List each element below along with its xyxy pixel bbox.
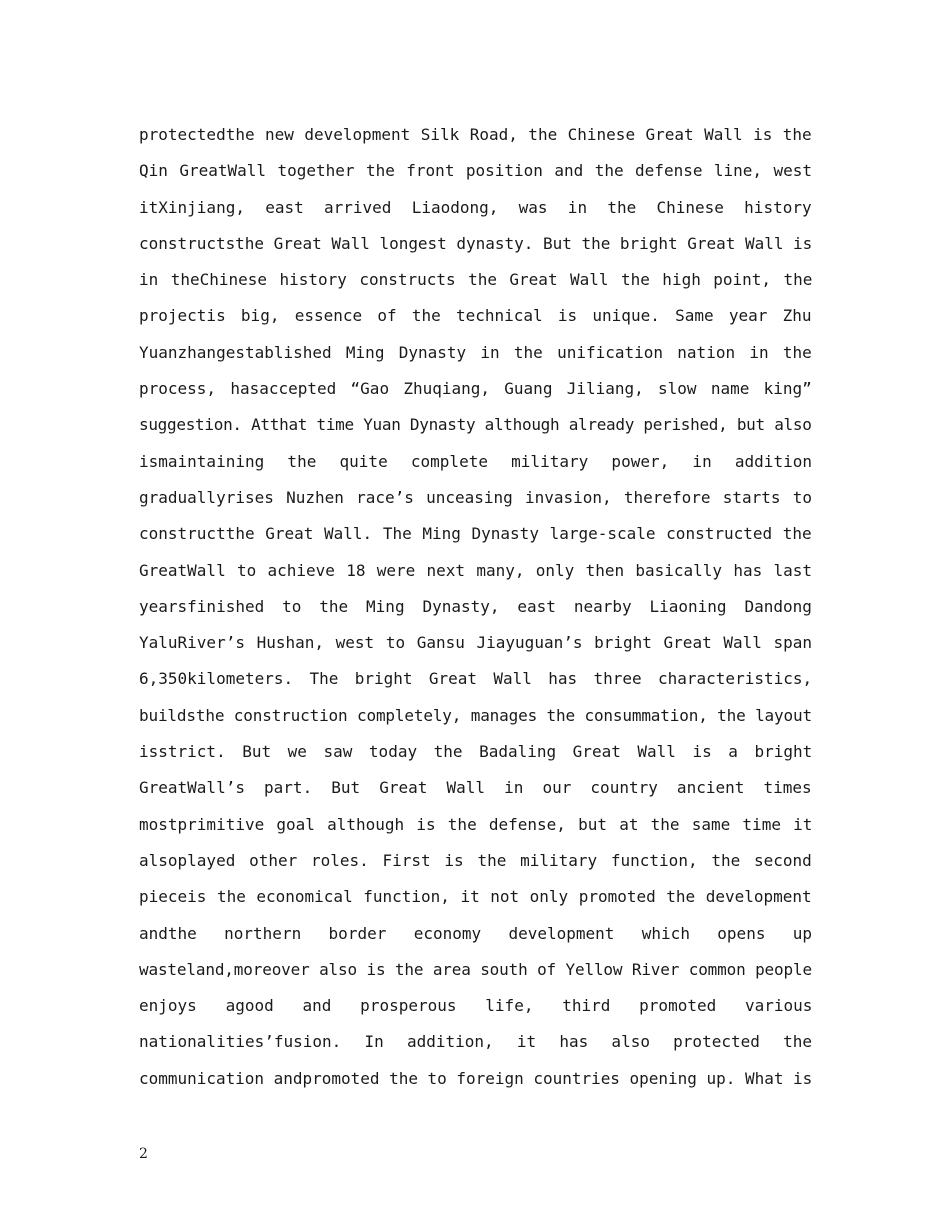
text-line-8: process, hasaccepted “Gao Zhuqiang, Guang Jiliang, slow name king”: [139, 379, 812, 399]
text-line-21: alsoplayed other roles. First is the military function, the second: [139, 850, 812, 870]
text-line-19: GreatWall’s part. But Great Wall in our country ancient times: [139, 778, 812, 798]
text-line-3: itXinjiang, east arrived Liaodong, was in the Chinese history: [139, 197, 812, 217]
text-line-4: constructsthe Great Wall longest dynasty. But the bright Great Wall is: [139, 233, 813, 253]
text-line-9: suggestion. Atthat time Yuan Dynasty although already perished, but also: [139, 415, 812, 435]
text-line-17: buildsthe construction completely, manages the consummation, the layout: [139, 705, 812, 725]
text-line-27: communication andpromoted the to foreign countries opening up. What is: [139, 1068, 813, 1088]
text-line-23: andthe northern border economy development which opens up: [139, 923, 813, 943]
text-line-26: nationalities’fusion. In addition, it has also protected the: [139, 1032, 812, 1052]
text-line-11: graduallyrises Nuzhen race’s unceasing invasion, therefore starts to: [139, 487, 813, 507]
text-line-16: 6,350kilometers. The bright Great Wall has three characteristics,: [139, 669, 813, 689]
text-line-24: wasteland,moreover also is the area south of Yellow River common people: [139, 959, 812, 979]
text-line-18: isstrict. But we saw today the Badaling Great Wall is a bright: [139, 742, 813, 762]
text-line-12: constructthe Great Wall. The Ming Dynasty large-scale constructed the: [139, 524, 812, 544]
text-line-22: pieceis the economical function, it not only promoted the development: [139, 887, 812, 907]
text-line-2: Qin GreatWall together the front position and the defense line, west: [139, 161, 813, 181]
text-line-25: enjoys agood and prosperous life, third promoted various: [139, 996, 813, 1016]
text-line-1: protectedthe new development Silk Road, the Chinese Great Wall is the: [139, 125, 812, 144]
text-line-7: Yuanzhangestablished Ming Dynasty in the unification nation in the: [139, 342, 812, 362]
text-line-10: ismaintaining the quite complete military power, in addition: [139, 451, 812, 471]
text-line-6: projectis big, essence of the technical is unique. Same year Zhu: [139, 306, 812, 326]
text-line-14: yearsfinished to the Ming Dynasty, east nearby Liaoning Dandong: [139, 596, 812, 616]
text-line-13: GreatWall to achieve 18 were next many, only then basically has last: [139, 560, 813, 580]
text-line-20: mostprimitive goal although is the defense, but at the same time it: [139, 814, 813, 834]
text-line-5: in theChinese history constructs the Great Wall the high point, the: [139, 270, 813, 290]
page-number: 2: [139, 1146, 148, 1162]
text-line-15: YaluRiver’s Hushan, west to Gansu Jiayuguan’s bright Great Wall span: [139, 633, 813, 653]
body-text: [139, 117, 812, 1097]
